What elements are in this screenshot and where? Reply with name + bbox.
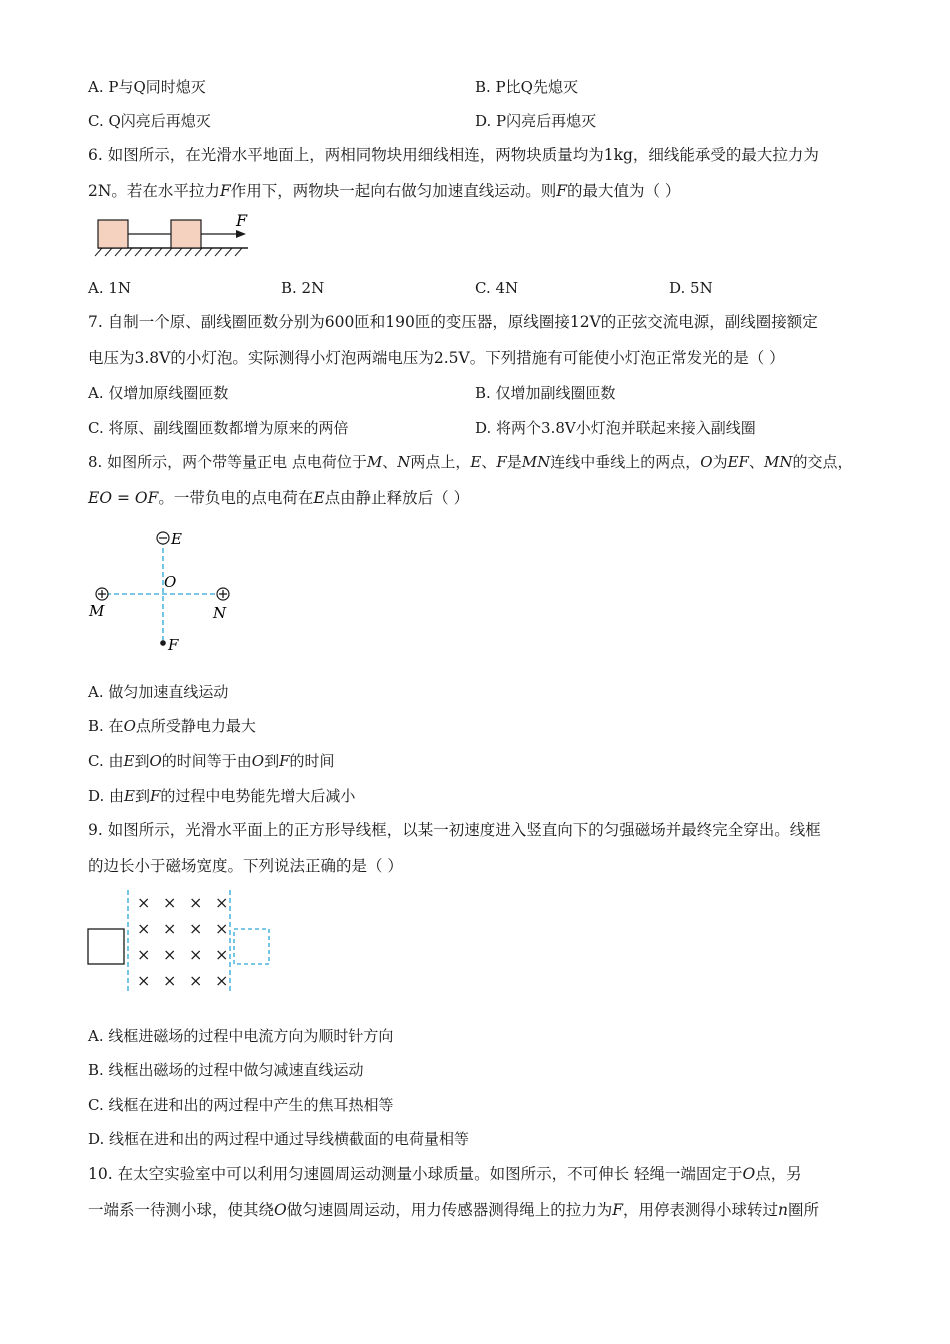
q8-option-c[interactable]: C. 由E到O的时间等于由O到F的时间 xyxy=(88,752,335,770)
q6-stem-line1: 6. 如图所示，在光滑水平地面上，两相同物块用细线相连，两物块质量均为1kg，细线能承受的最大拉力为 xyxy=(88,146,819,164)
force-label: F xyxy=(236,211,248,230)
q7-option-b[interactable]: B. 仅增加副线圈匝数 xyxy=(475,384,616,402)
q9-option-b[interactable]: B. 线框出磁场的过程中做匀减速直线运动 xyxy=(88,1061,364,1079)
field-cross: × xyxy=(215,971,229,990)
q7-stem-line1: 7. 自制一个原、副线圈匝数分别为600匝和190匝的变压器，原线圈接12V的正弦交流电源，副线圈接额定 xyxy=(88,313,818,331)
square-loop xyxy=(88,929,124,964)
field-cross: × xyxy=(215,919,229,938)
field-cross: × xyxy=(189,893,203,912)
q6-option-a[interactable]: A. 1N xyxy=(88,279,132,297)
field-cross: × xyxy=(189,919,203,938)
q8-figure-charges xyxy=(80,522,250,657)
ground-hatching xyxy=(95,248,242,256)
field-cross: × xyxy=(137,971,151,990)
label-f: F xyxy=(168,636,179,654)
field-cross: × xyxy=(189,945,203,964)
q6-figure-blocks xyxy=(80,210,280,260)
q7-option-a[interactable]: A. 仅增加原线圈匝数 xyxy=(88,384,229,402)
label-e: E xyxy=(171,530,182,548)
q5-option-c[interactable]: C. Q闪亮后再熄灭 xyxy=(88,112,211,130)
field-cross: × xyxy=(163,893,177,912)
q9-figure-magnetic-field xyxy=(80,884,280,999)
q6-stem-line2: 2N。若在水平拉力F作用下，两物块一起向右做匀加速直线运动。则F的最大值为（ ） xyxy=(88,182,681,200)
label-m: M xyxy=(89,602,105,620)
field-cross: × xyxy=(215,893,229,912)
q8-option-d[interactable]: D. 由E到F的过程中电势能先增大后减小 xyxy=(88,787,356,805)
block-right xyxy=(171,220,201,248)
q7-option-c[interactable]: C. 将原、副线圈匝数都增为原来的两倍 xyxy=(88,419,349,437)
field-cross: × xyxy=(215,945,229,964)
label-n: N xyxy=(213,604,227,622)
q7-option-d[interactable]: D. 将两个3.8V小灯泡并联起来接入副线圈 xyxy=(475,419,756,437)
force-arrow-head xyxy=(236,230,246,238)
square-loop-exit-position xyxy=(234,929,269,964)
field-cross: × xyxy=(189,971,203,990)
q8-option-b[interactable]: B. 在O点所受静电力最大 xyxy=(88,717,256,735)
q5-option-b[interactable]: B. P比Q先熄灭 xyxy=(475,78,578,96)
q10-stem-line2: 一端系一待测小球，使其绕O做匀速圆周运动，用力传感器测得绳上的拉力为F，用停表测得小球转过n圈所 xyxy=(88,1201,820,1219)
q10-stem-line1: 10. 在太空实验室中可以利用匀速圆周运动测量小球质量。如图所示，不可伸长 轻绳一端固定于O点，另 xyxy=(88,1165,802,1183)
field-cross: × xyxy=(137,919,151,938)
point-f xyxy=(160,640,166,646)
field-crosses xyxy=(137,893,228,990)
q5-option-a[interactable]: A. P与Q同时熄灭 xyxy=(88,78,206,96)
q6-option-d[interactable]: D. 5N xyxy=(669,279,713,297)
q8-stem-line2: EO = OF。一带负电的点电荷在E点由静止释放后（ ） xyxy=(88,489,470,507)
field-cross: × xyxy=(163,919,177,938)
q5-option-d[interactable]: D. P闪亮后再熄灭 xyxy=(475,112,597,130)
q8-option-a[interactable]: A. 做匀加速直线运动 xyxy=(88,683,229,701)
q9-option-d[interactable]: D. 线框在进和出的两过程中通过导线横截面的电荷量相等 xyxy=(88,1130,470,1148)
block-left xyxy=(98,220,128,248)
q9-stem-line2: 的边长小于磁场宽度。下列说法正确的是（ ） xyxy=(88,857,403,875)
field-cross: × xyxy=(137,893,151,912)
q8-stem-line1: 8. 如图所示，两个带等量正电 点电荷位于M、N两点上，E、F是MN连线中垂线上的两点，O为EF、MN的交点， xyxy=(88,453,853,471)
label-o: O xyxy=(164,573,177,591)
q6-option-c[interactable]: C. 4N xyxy=(475,279,519,297)
q9-option-a[interactable]: A. 线框进磁场的过程中电流方向为顺时针方向 xyxy=(88,1027,394,1045)
q6-option-b[interactable]: B. 2N xyxy=(281,279,325,297)
q9-option-c[interactable]: C. 线框在进和出的两过程中产生的焦耳热相等 xyxy=(88,1096,394,1114)
q9-stem-line1: 9. 如图所示，光滑水平面上的正方形导线框，以某一初速度进入竖直向下的匀强磁场并最终完全穿出。线框 xyxy=(88,821,821,839)
field-cross: × xyxy=(163,971,177,990)
field-cross: × xyxy=(163,945,177,964)
q7-stem-line2: 电压为3.8V的小灯泡。实际测得小灯泡两端电压为2.5V。下列措施有可能使小灯泡正常发光的是（ ） xyxy=(88,349,785,367)
field-cross: × xyxy=(137,945,151,964)
